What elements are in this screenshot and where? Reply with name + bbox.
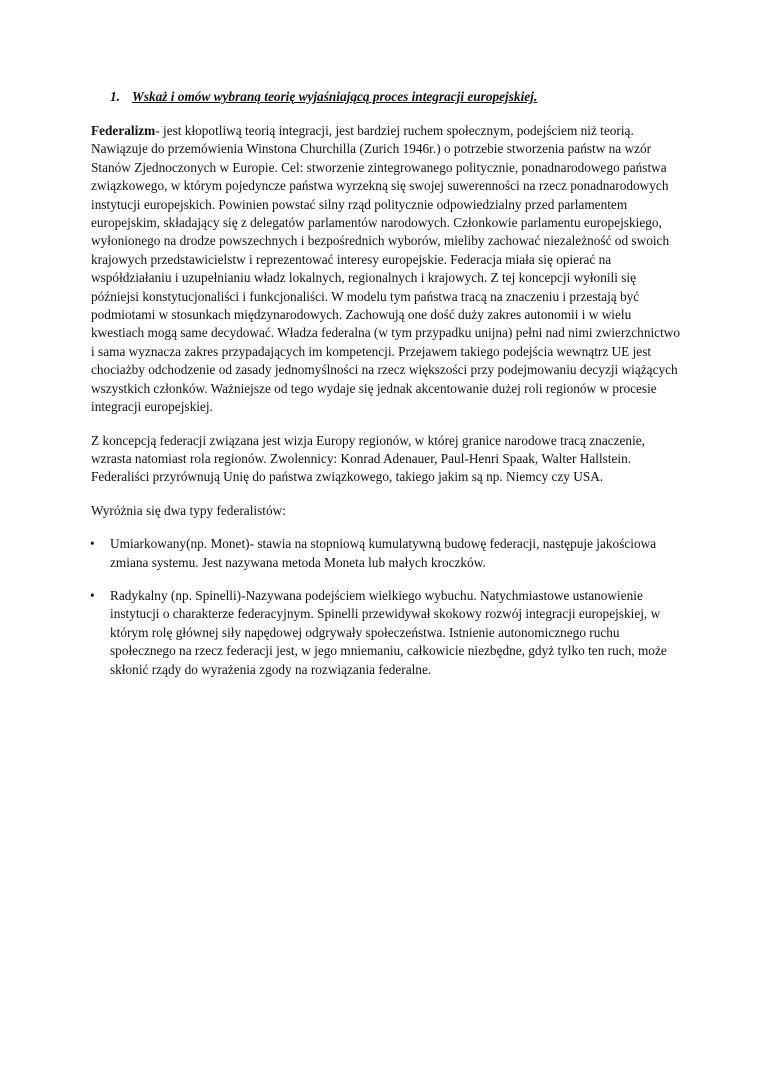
list-item-text: Radykalny (np. Spinelli)-Nazywana podejściem wielkiego wybuchu. Natychmiastowe ustanowienie instytucji o charakterze federacyjnym. Spinelli przewidywał skokowy rozwój integracji europejskiej, w którym rolę głównej siły napędowej odgrywały społeczeństwa. Istnienie autonomicznego ruchu społecznego na rzecz federacji jest, w jego mniemaniu, całkowicie niezbędne, gdyż tylko ten ruch, może skłonić rządy do wyrażenia zgody na rozwiązania federalne.	[110, 587, 667, 677]
list-item-moderate	[91, 535, 681, 572]
paragraph-regions: Z koncepcją federacji związana jest wizja Europy regionów, w której granice narodowe tracą znaczenie, wzrasta natomiast rola regionów. Zwolennicy: Konrad Adenauer, Paul-Henri Spaak, Walter Hallstein. Federaliści przyrównują Unię do państwa związkowego, takiego jakim są np. Niemcy czy USA.	[91, 432, 645, 485]
paragraph-federalism-text: - jest kłopotliwą teorią integracji, jest bardziej ruchem społecznym, podejściem niż teorią. Nawiązuje do przemówienia Winstona Churchilla (Zurich 1946r.) o potrzebie stworzenia państw na wzór Stanów Zjednoczonych w Europie. Cel: stworzenie zintegrowanego politycznie, ponadnarodowego państwa związkowego, w którym pojedyncze państwa wyrzekną się swojej suwerenności na rzecz ponadnarodowych instytucji europejskich. Powinien powstać silny rząd politycznie odpowiedzialny przed parlamentem europejskim, składający się z delegatów parlamentów narodowych. Członkowie parlamentu europejskiego, wyłonionego na drodze powszechnych i bezpośrednich wyborów, mieliby zachować niezależność od swoich krajowych przedstawicielstw i reprezentować interesy europejskie. Federacja miała się opierać na współdziałaniu i uzupełnianiu władz lokalnych, regionalnych i krajowych. Z tej koncepcji wyłonili się późniejsi konstytucjonaliści i funkcjonaliści. W modelu tym państwa tracą na znaczeniu i przestają być podmiotami w stosunkach międzynarodowych. Zachowują one dość duży zakres autonomii i w wielu kwestiach mogą same decydować. Władza federalna (w tym przypadku unijna) pełni nad nimi zwierzchnictwo i sama wyznacza zakres przypadających im kompetencji. Przejawem takiego podejścia wewnątrz UE jest chociażby odchodzenie od zasady jednomyślności na rzecz większości przy podejmowaniu decyzji wiążących wszystkich członków. Ważniejsze od tego wydaje się jednak akcentowanie dużej roli regionów w procesie integracji europejskiej.	[91, 123, 681, 415]
paragraph-types-intro: Wyróżnia się dwa typy federalistów:	[91, 502, 286, 518]
question-number: 1.	[110, 89, 120, 104]
paragraph-federalism	[91, 122, 681, 417]
document-page	[91, 88, 681, 694]
question-text: Wskaż i omów wybraną teorię wyjaśniającą proces integracji europejskiej.	[132, 89, 538, 104]
list-item-text: Umiarkowany(np. Monet)- stawia na stopniową kumulatywną budowę federacji, następuje jakościowa zmiana systemu. Jest nazywana metoda Moneta lub małych kroczków.	[110, 536, 657, 570]
term-federalizm: Federalizm	[91, 123, 156, 138]
bullet-icon: •	[90, 536, 95, 552]
question-heading	[110, 88, 681, 106]
bullet-icon: •	[90, 587, 95, 603]
list-item-radical	[91, 587, 681, 679]
